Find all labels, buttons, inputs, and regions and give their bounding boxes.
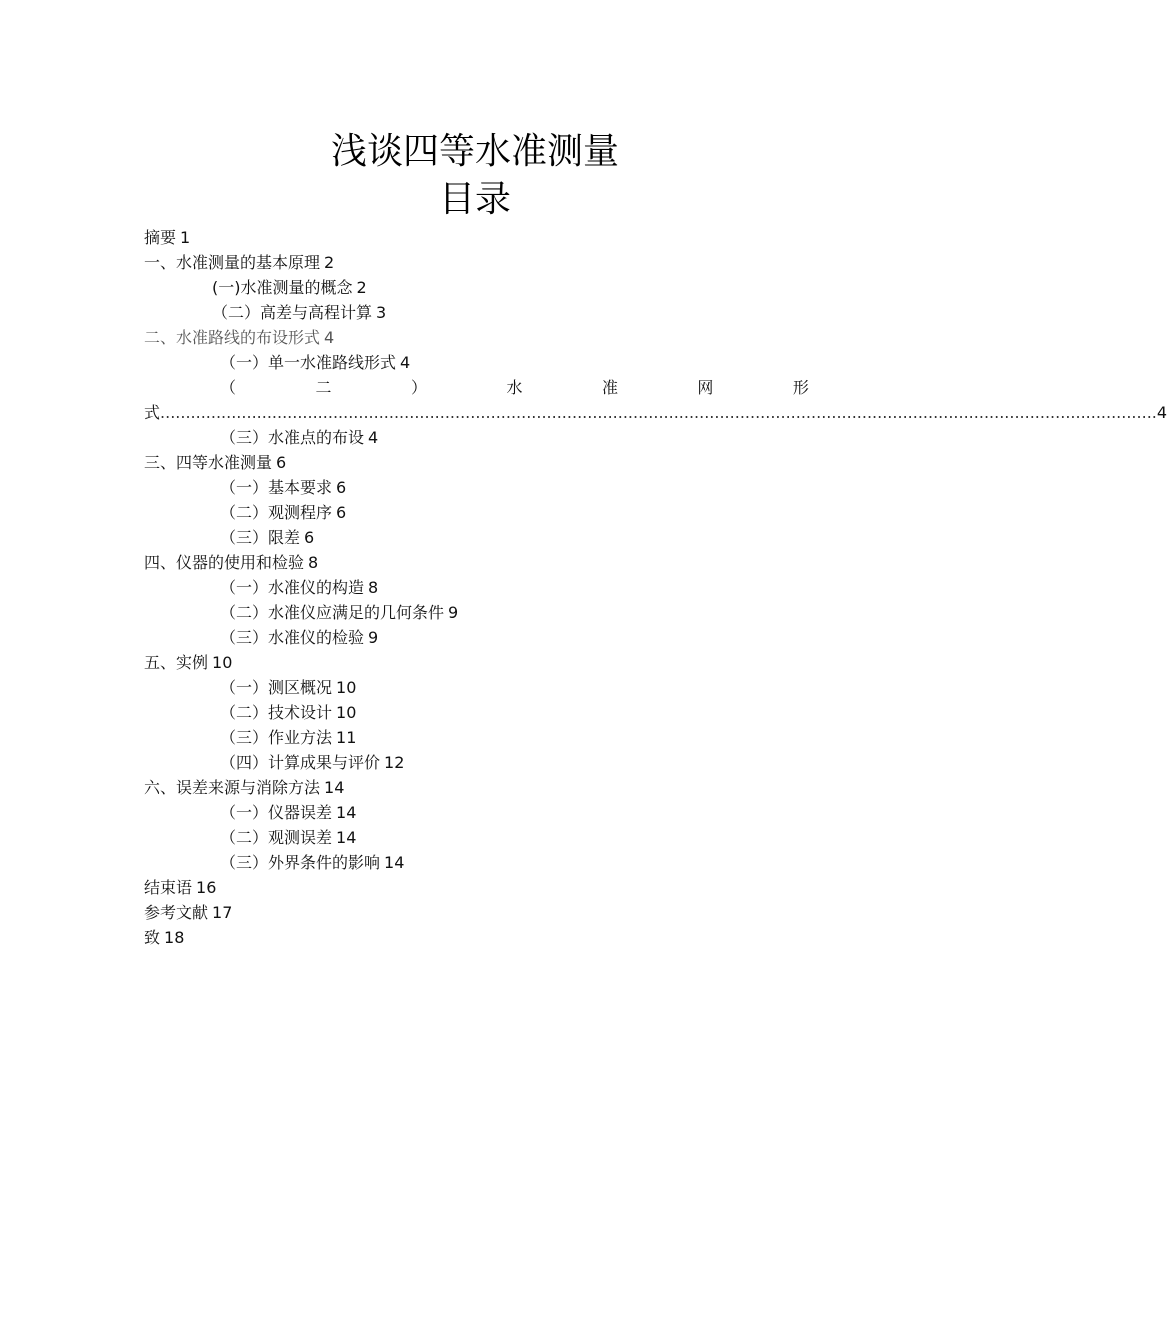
toc-entry[interactable] xyxy=(144,475,809,500)
toc-entry-page: 8 xyxy=(308,553,319,572)
toc-entry[interactable] xyxy=(144,450,809,475)
toc-entry-page: 2 xyxy=(324,253,335,272)
toc-entry[interactable] xyxy=(144,600,809,625)
toc-entry-page: 16 xyxy=(196,878,217,897)
toc-entry-page: 6 xyxy=(304,528,315,547)
toc-entry-page: 4 xyxy=(1156,403,1167,422)
document-title: 浅谈四等水准测量 xyxy=(330,131,619,172)
toc-entry[interactable] xyxy=(144,825,809,850)
toc-entry-page: 1 xyxy=(180,228,191,247)
toc-entry-label: 二、水准路线的布设形式 xyxy=(144,328,321,347)
toc-entry-label: （四）计算成果与评价 xyxy=(220,753,381,772)
toc-entry-page: 10 xyxy=(336,703,357,722)
toc-entry-label: 四、仪器的使用和检验 xyxy=(144,553,305,572)
toc-entry-label: （一）仪器误差 xyxy=(220,803,333,822)
toc-entry-label: （一）单一水准路线形式 xyxy=(220,353,397,372)
toc-entry-label: （三）作业方法 xyxy=(220,728,333,747)
toc-entry-label: （三）水准仪的检验 xyxy=(220,628,365,647)
toc-entry-label: （二）观测程序 xyxy=(220,503,333,522)
toc-entry[interactable] xyxy=(144,500,809,525)
toc-entry[interactable] xyxy=(144,275,809,300)
toc-entry[interactable] xyxy=(144,225,809,250)
toc-entry-label: 致 xyxy=(144,928,161,947)
toc-entry[interactable] xyxy=(144,350,809,375)
toc-entry-char: 水 xyxy=(506,378,523,397)
toc-entry-label: （二）观测误差 xyxy=(220,828,333,847)
toc-entry[interactable] xyxy=(144,300,809,325)
toc-entry-label: （一）测区概况 xyxy=(220,678,333,697)
toc-entry-page: 4 xyxy=(324,328,335,347)
toc-entry-page: 6 xyxy=(276,453,287,472)
dot-leader: .................................................................................................................................................................................................... xyxy=(160,403,1157,422)
toc-entry-continuation[interactable] xyxy=(144,400,1167,425)
toc-entry-char: 网 xyxy=(697,378,714,397)
toc-entry[interactable] xyxy=(144,850,809,875)
toc-entry-label: （三）水准点的布设 xyxy=(220,428,365,447)
toc-entry-page: 14 xyxy=(336,803,357,822)
toc-entry-label: 一、水准测量的基本原理 xyxy=(144,253,321,272)
toc-entry-char: 式 xyxy=(144,403,161,422)
toc-entry-page: 18 xyxy=(164,928,185,947)
toc-entry[interactable] xyxy=(144,925,809,950)
toc-entry[interactable] xyxy=(144,725,809,750)
toc-entry-page: 11 xyxy=(336,728,357,747)
toc-entry[interactable] xyxy=(144,550,809,575)
toc-entry-page: 4 xyxy=(368,428,379,447)
toc-entry[interactable] xyxy=(144,325,809,350)
toc-entry-page: 2 xyxy=(356,278,367,297)
toc-entry-label: （二）技术设计 xyxy=(220,703,333,722)
toc-entry-label: 五、实例 xyxy=(144,653,209,672)
toc-entry-page: 10 xyxy=(212,653,233,672)
toc-entry[interactable] xyxy=(144,425,809,450)
toc-entry-char: 二 xyxy=(315,378,332,397)
toc-entry[interactable] xyxy=(144,525,809,550)
toc-entry-label: 三、四等水准测量 xyxy=(144,453,273,472)
toc-entry-page: 12 xyxy=(384,753,405,772)
toc-entry[interactable] xyxy=(144,650,809,675)
toc-entry[interactable] xyxy=(144,875,809,900)
toc-entry-label: （三）限差 xyxy=(220,528,301,547)
toc-entry-label: 结束语 xyxy=(144,878,193,897)
toc-heading: 目录 xyxy=(438,179,511,220)
toc-entry[interactable] xyxy=(144,775,809,800)
toc-entry[interactable] xyxy=(144,900,809,925)
toc-entry-justified[interactable] xyxy=(144,375,809,400)
toc-entry-label: （三）外界条件的影响 xyxy=(220,853,381,872)
toc-entry-page: 14 xyxy=(384,853,405,872)
toc-entry[interactable] xyxy=(144,700,809,725)
toc-entry-page: 10 xyxy=(336,678,357,697)
toc-entry-page: 9 xyxy=(448,603,459,622)
toc-entry-page: 9 xyxy=(368,628,379,647)
toc-entry-label: （一）水准仪的构造 xyxy=(220,578,365,597)
toc-entry-char: 形 xyxy=(792,378,809,397)
toc-entry-char: （ xyxy=(220,378,237,397)
toc-entry[interactable] xyxy=(144,575,809,600)
toc-entry[interactable] xyxy=(144,750,809,775)
toc-entry-page: 6 xyxy=(336,503,347,522)
toc-entry-label: （二）高差与高程计算 xyxy=(212,303,373,322)
toc-entry-page: 14 xyxy=(336,828,357,847)
toc-entry-label: 摘要 xyxy=(144,228,177,247)
toc-entry-label: 参考文献 xyxy=(144,903,209,922)
table-of-contents xyxy=(144,225,1167,950)
toc-entry-char: ） xyxy=(410,378,427,397)
toc-entry-page: 4 xyxy=(400,353,411,372)
toc-entry-label: (一)水准测量的概念 xyxy=(212,278,353,297)
toc-entry-page: 6 xyxy=(336,478,347,497)
toc-entry[interactable] xyxy=(144,675,809,700)
toc-entry[interactable] xyxy=(144,250,809,275)
toc-entry-label: （一）基本要求 xyxy=(220,478,333,497)
toc-entry-page: 17 xyxy=(212,903,233,922)
toc-entry-char: 准 xyxy=(601,378,618,397)
toc-entry[interactable] xyxy=(144,800,809,825)
toc-entry-page: 8 xyxy=(368,578,379,597)
toc-entry-page: 14 xyxy=(324,778,345,797)
toc-entry-label: （二）水准仪应满足的几何条件 xyxy=(220,603,445,622)
toc-entry-label: 六、误差来源与消除方法 xyxy=(144,778,321,797)
toc-entry-page: 3 xyxy=(376,303,387,322)
toc-entry[interactable] xyxy=(144,625,809,650)
